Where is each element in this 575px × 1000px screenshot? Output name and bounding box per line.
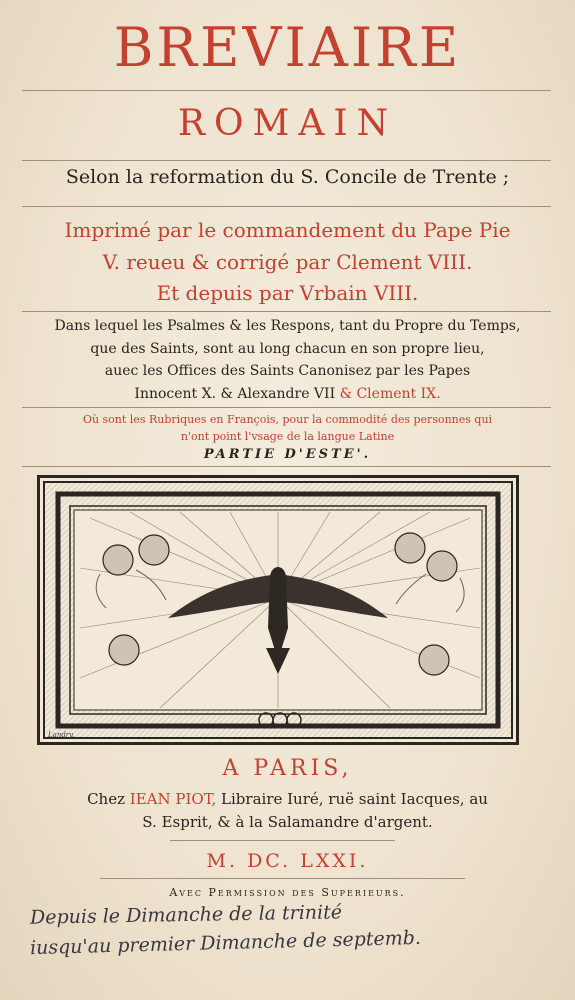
title-sub: ROMAIN	[177, 103, 398, 144]
engraving-artwork	[40, 478, 516, 742]
rubrics-line-1: Où sont les Rubriques en François, pour la commodité des personnes qui	[82, 413, 493, 426]
rule-4	[22, 311, 551, 312]
engraving-dove-cherubs	[37, 475, 519, 745]
rule-6	[22, 466, 551, 467]
publisher-name: IEAN PIOT,	[129, 790, 217, 808]
permission: Avec Permission des Superieurs.	[169, 886, 406, 899]
part-label: PARTIE D'ESTE'.	[203, 447, 372, 462]
imprimatur-line-3: Et depuis par Vrbain VIII.	[156, 281, 419, 305]
handwritten-note-line-2: iusqu'au premier Dimanche de septemb.	[29, 926, 422, 960]
engraver-signature: Landry.	[48, 731, 75, 739]
rule-date-top	[170, 840, 395, 841]
contents-popes: Innocent X. & Alexandre VII	[134, 386, 336, 402]
publisher-line-2: S. Esprit, & à la Salamandre d'argent.	[142, 813, 433, 831]
handwritten-note-line-1: Depuis le Dimanche de la trinité	[29, 901, 343, 929]
publisher-prefix: Chez	[87, 790, 125, 808]
rule-top	[22, 90, 551, 91]
contents-line-2: que des Saints, sont au long chacun en son propre lieu,	[90, 341, 485, 357]
contents-line-1: Dans lequel les Psalmes & les Respons, tant du Propre du Temps,	[54, 318, 521, 334]
contents-line-3: auec les Offices des Saints Canonisez par les Papes	[104, 363, 471, 379]
publisher-address-1: Libraire Iuré, ruë saint Iacques, au	[221, 790, 488, 808]
title-main: BREVIAIRE	[113, 16, 462, 79]
publisher-line-1	[0, 790, 575, 808]
rule-date-bottom	[100, 878, 465, 879]
rule-3	[22, 206, 551, 207]
imprimatur-line-2: V. reueu & corrigé par Clement VIII.	[102, 250, 473, 274]
contents-line-4	[0, 386, 575, 402]
contents-clement: & Clement IX.	[339, 386, 441, 402]
subtitle: Selon la reformation du S. Concile de Trente ;	[65, 166, 510, 188]
date: M. DC. LXXI.	[206, 850, 369, 872]
rule-2	[22, 160, 551, 161]
rule-5	[22, 407, 551, 408]
imprimatur-line-1: Imprimé par le commandement du Pape Pie	[64, 218, 511, 242]
place: A PARIS,	[222, 756, 353, 781]
rubrics-line-2: n'ont point l'vsage de la langue Latine	[180, 430, 395, 443]
